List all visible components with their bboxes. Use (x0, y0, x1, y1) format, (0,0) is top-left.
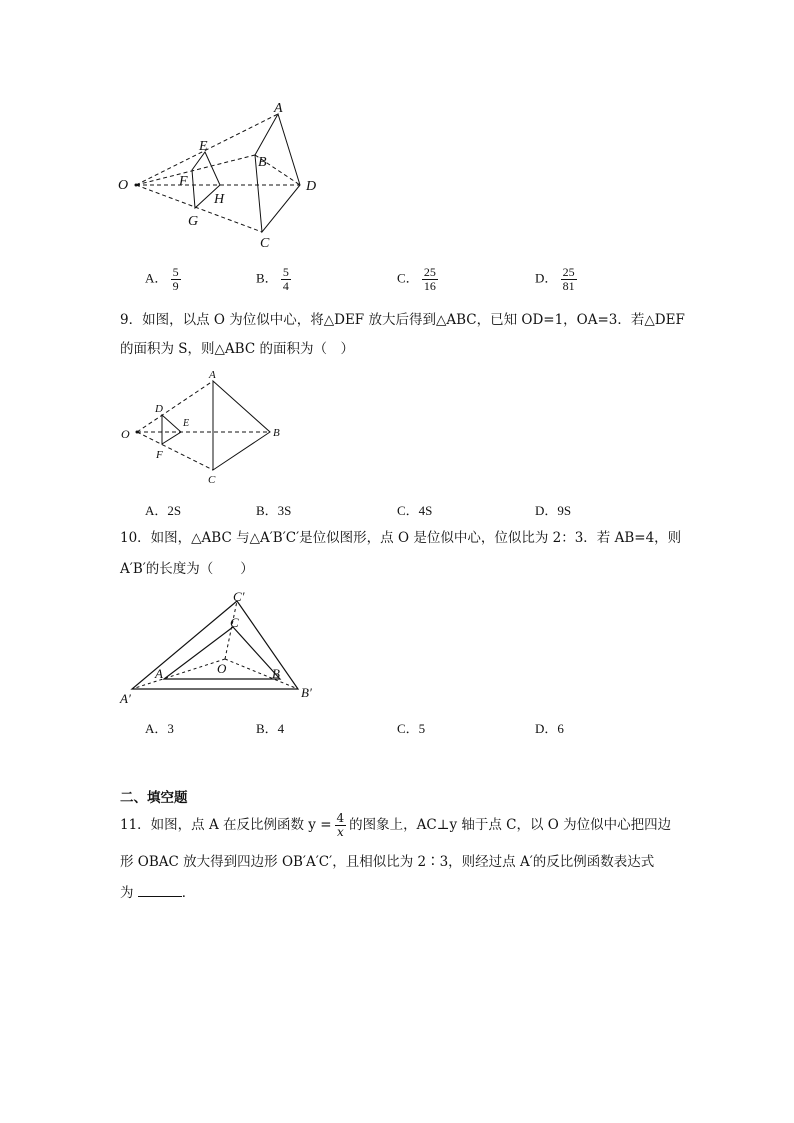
q10-choice-a: A．3 (145, 721, 174, 736)
q9-label-E: E (183, 418, 190, 429)
q8-label-H: H (214, 192, 225, 207)
q8-label-E: E (199, 139, 208, 154)
section-title-fill-in: 二、填空题 (120, 790, 188, 806)
q10-label-C2: C′ (233, 589, 245, 604)
q8-choice-d: D． $\frac{25}{81}$ (535, 265, 575, 293)
q10-label-C: C (230, 615, 239, 630)
q10-line2: A′B′的长度为（ ） (120, 561, 254, 577)
q10-choice-c: C．5 (397, 721, 426, 736)
q10-label-A2: A′ (120, 691, 131, 706)
q10-figure (115, 585, 335, 710)
q8-choice-a-fraction: $\frac{5}{9}$ (172, 265, 179, 293)
q8-label-A: A (274, 101, 283, 116)
q8-choice-c-fraction: $\frac{25}{16}$ (423, 265, 436, 293)
q8-choice-b: B． $\frac{5}{4}$ (256, 265, 289, 293)
q8-label-D: D (306, 179, 317, 194)
q9-choice-b: B．3S (256, 503, 292, 518)
q9-choice-d: D．9S (535, 503, 572, 518)
q9-choice-a: A．2S (145, 503, 182, 518)
q9-label-C: C (208, 474, 216, 486)
q9-label-B: B (273, 427, 280, 439)
q9-line2: 的面积为 S，则△ABC 的面积为（ ） (120, 341, 354, 357)
q11-line1: 11．如图，点 A 在反比例函数 y = $\frac{4}{x}$ 的图象上，AC⊥y 轴于点 C，以 O 为位似中心把四边 (120, 811, 672, 839)
q11-line2: 形 OBAC 放大得到四边形 OB′A′C′，且相似比为 2∶3，则经过点 A′的反比例函数表达式 (120, 854, 655, 870)
q8-choice-d-fraction: $\frac{25}{81}$ (562, 265, 575, 293)
q9-label-O: O (121, 427, 130, 441)
q9-label-F: F (156, 449, 163, 461)
q9-label-D: D (155, 403, 163, 415)
q8-label-C: C (260, 236, 270, 251)
q10-line1: 10．如图，△ABC 与△A′B′C′是位似图形，点 O 是位似中心，位似比为 2：3．若 AB=4，则 (120, 530, 682, 546)
q9-choice-c: C．4S (397, 503, 433, 518)
q8-choice-c: C． $\frac{25}{16}$ (397, 265, 436, 293)
q8-label-B: B (258, 155, 267, 170)
q11-line3: 为 ． (120, 885, 196, 901)
q11-fraction: $\frac{4}{x}$ (336, 811, 345, 839)
q8-label-O: O (118, 178, 129, 193)
q8-figure (110, 100, 350, 250)
q9-figure (115, 368, 295, 490)
q8-choice-b-fraction: $\frac{5}{4}$ (282, 265, 289, 293)
q10-label-B: B (272, 666, 280, 681)
q10-choice-b: B．4 (256, 721, 285, 736)
q8-choice-a: A． $\frac{5}{9}$ (145, 265, 179, 293)
q10-label-A: A (155, 666, 163, 681)
q10-choice-d: D．6 (535, 721, 564, 736)
q9-line1: 9．如图，以点 O 为位似中心，将△DEF 放大后得到△ABC，已知 OD=1，OA=3．若△DEF (120, 312, 685, 328)
q9-label-A: A (209, 369, 216, 381)
q8-label-G: G (188, 214, 199, 229)
q8-label-F: F (179, 174, 188, 189)
q11-answer-blank[interactable] (138, 884, 182, 897)
q10-label-O: O (217, 661, 227, 676)
q10-label-B2: B′ (301, 685, 312, 700)
